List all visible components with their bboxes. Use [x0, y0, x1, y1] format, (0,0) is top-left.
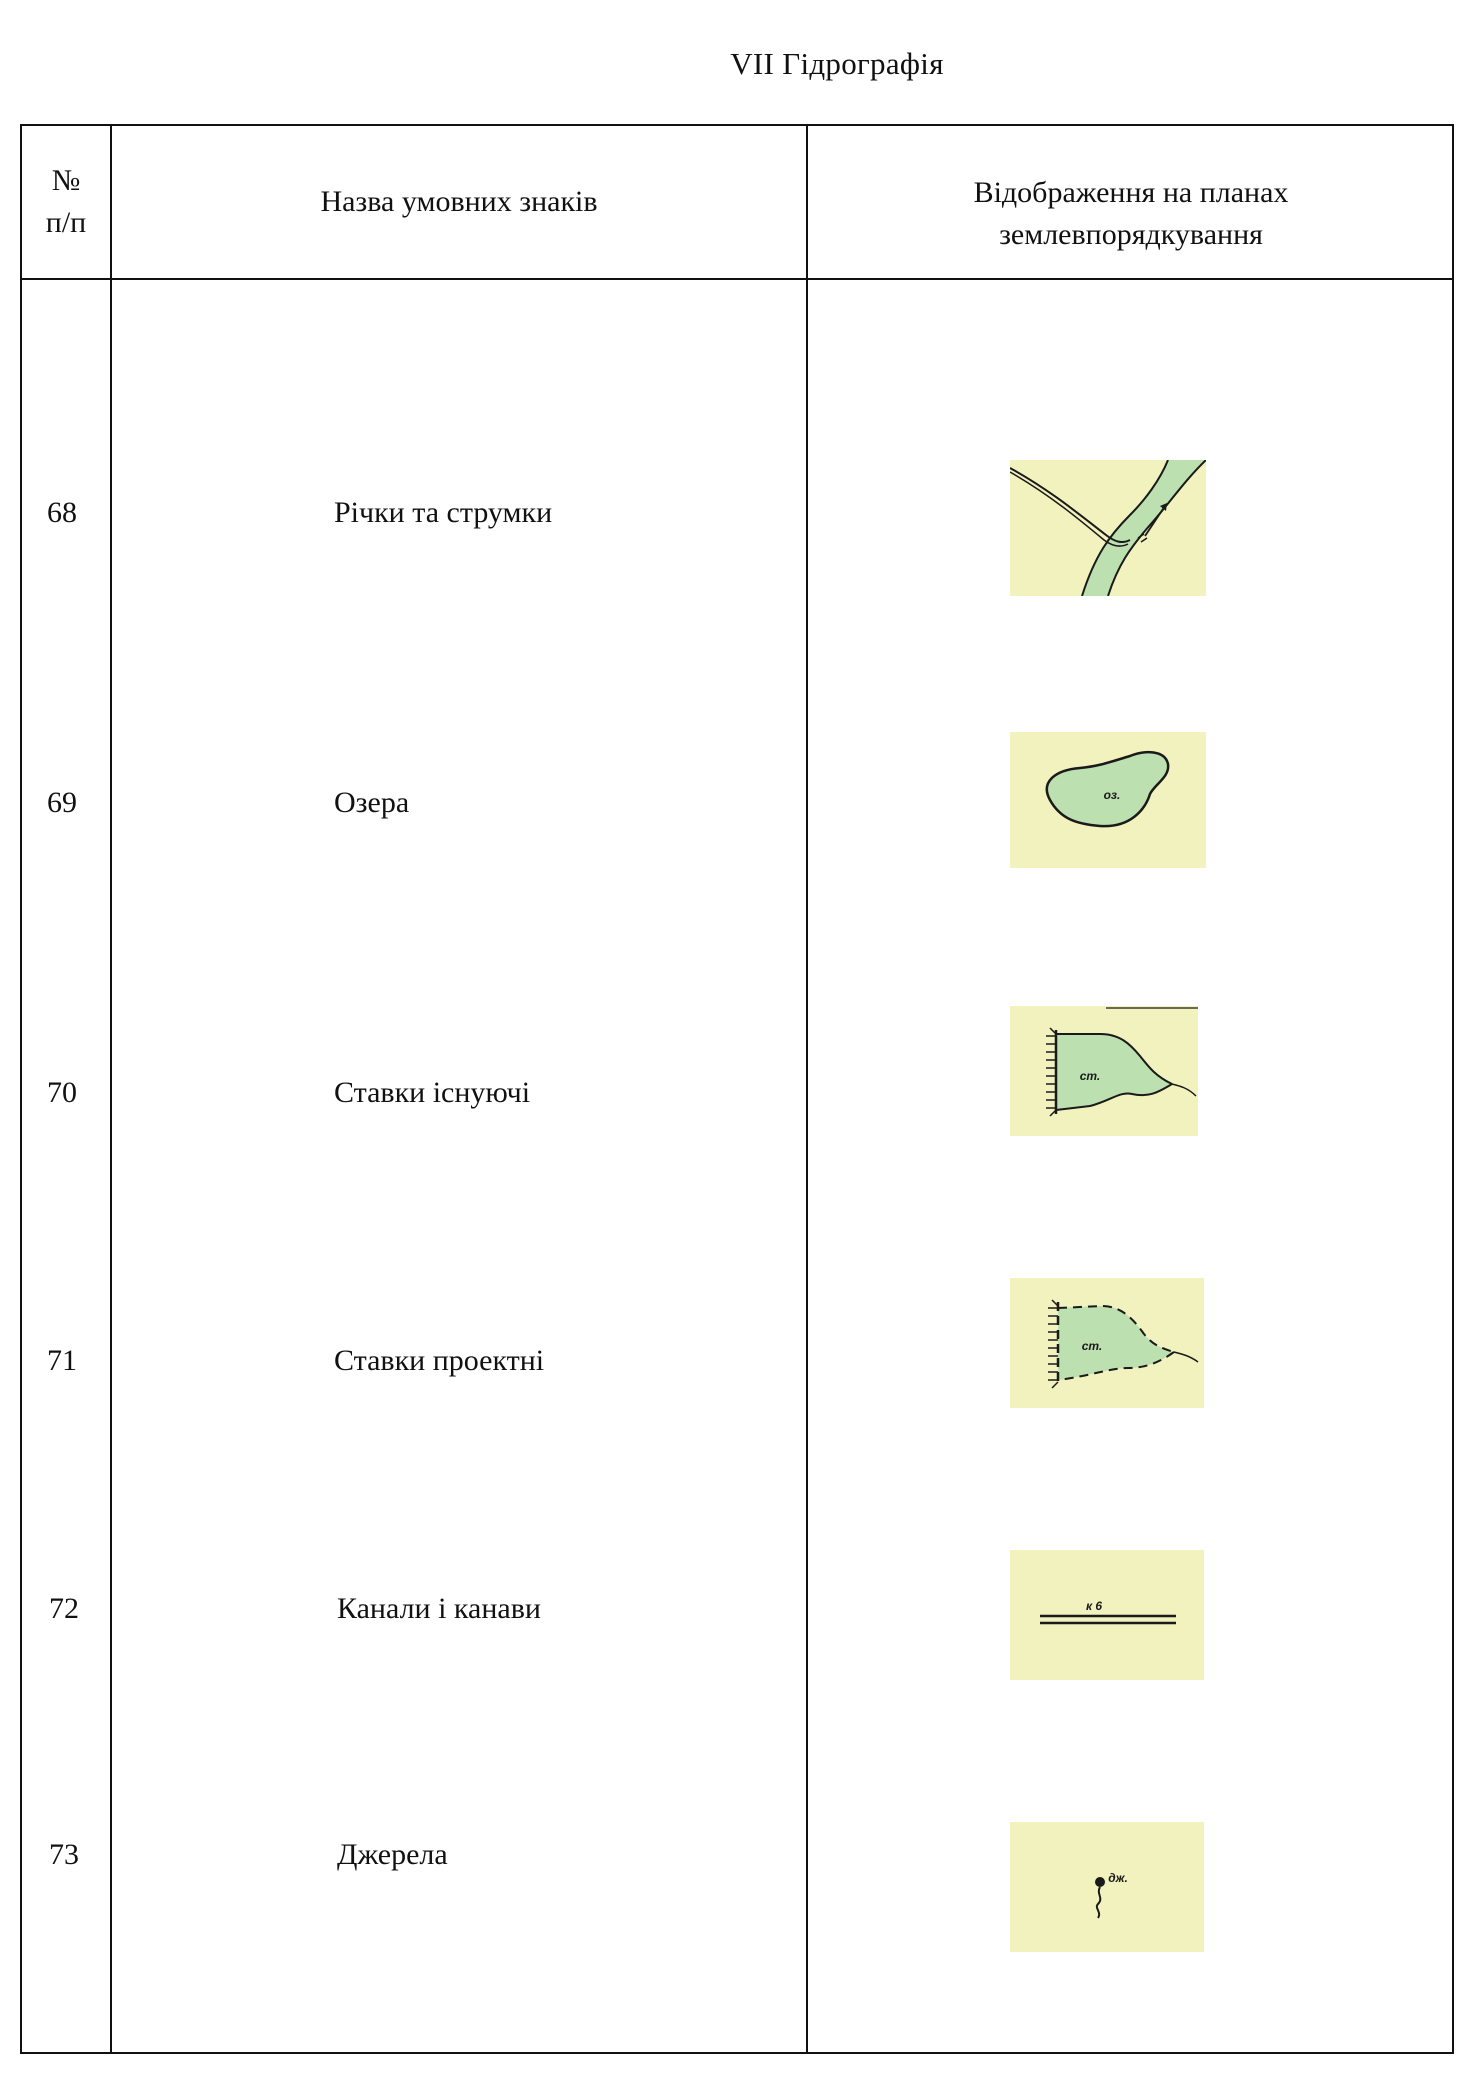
spring-label: дж.	[1108, 1871, 1128, 1885]
header-display-line1: Відображення на планах	[973, 176, 1289, 209]
header-display	[808, 172, 1454, 256]
pond-label: ст.	[1081, 1339, 1103, 1353]
row-name: Канали і канави	[337, 1592, 541, 1625]
row-number: 68	[47, 496, 77, 529]
pond-label: ст.	[1079, 1069, 1101, 1083]
header-number-sign: №	[51, 164, 81, 197]
spring-icon	[1010, 1822, 1204, 1952]
canal-label: к 6	[1085, 1599, 1103, 1613]
header-number-abbr: п/п	[45, 206, 87, 239]
column-divider	[110, 126, 112, 2052]
lake-icon	[1010, 732, 1206, 868]
existing-pond-icon	[1010, 1006, 1198, 1136]
legend-table	[20, 124, 1454, 2054]
row-number: 73	[49, 1838, 79, 1871]
row-number: 69	[47, 786, 77, 819]
row-name: Джерела	[337, 1838, 448, 1871]
row-number: 71	[47, 1344, 77, 1377]
row-name: Річки та струмки	[334, 496, 553, 529]
river-stream-icon	[1010, 460, 1206, 596]
row-name: Ставки існуючі	[334, 1076, 531, 1109]
header-divider	[22, 278, 1452, 280]
row-name: Ставки проектні	[334, 1344, 545, 1377]
page-title: VII Гідрографія	[730, 46, 944, 81]
row-number: 70	[47, 1076, 77, 1109]
projected-pond-icon	[1010, 1278, 1204, 1408]
header-name: Назва умовних знаків	[320, 185, 598, 218]
column-divider	[806, 126, 808, 2052]
row-name: Озера	[334, 786, 410, 819]
header-display-line2: землевпорядкування	[999, 218, 1263, 251]
lake-label: оз.	[1103, 788, 1121, 802]
canal-icon	[1010, 1550, 1204, 1680]
row-number: 72	[49, 1592, 79, 1625]
header-number	[22, 160, 110, 244]
